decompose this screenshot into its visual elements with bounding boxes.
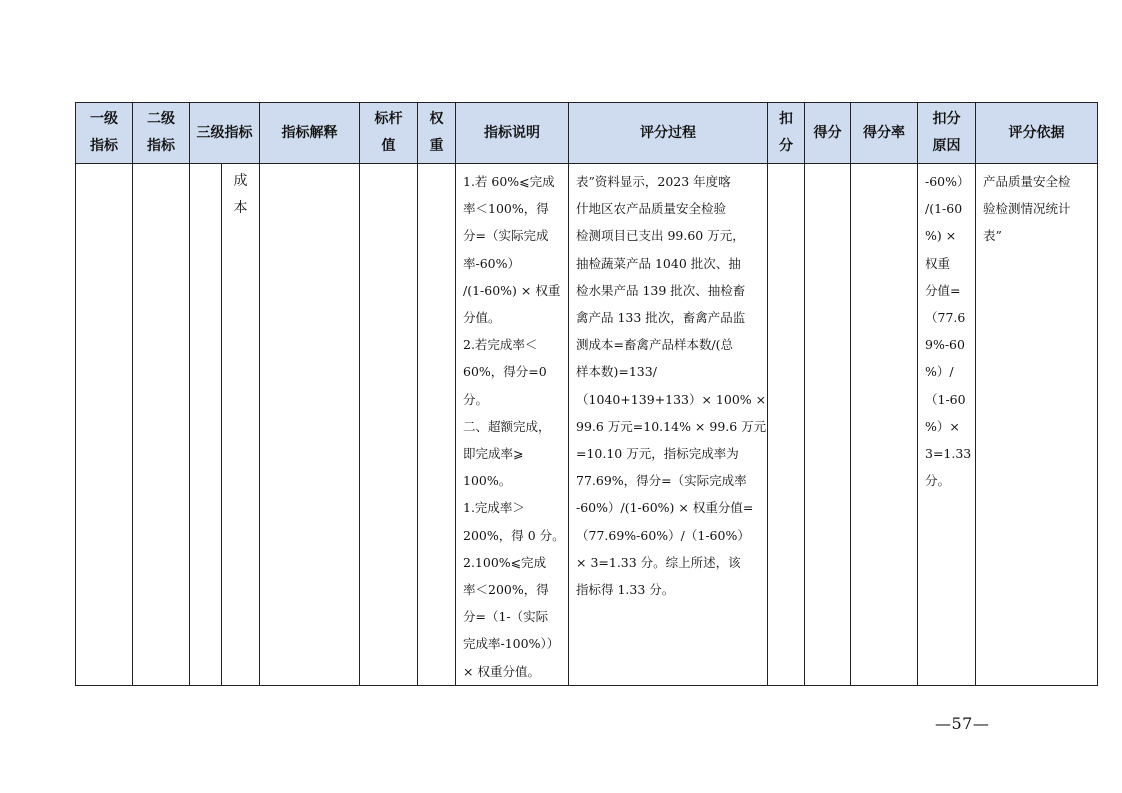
text-line: 禽产品 133 批次，畜禽产品监 <box>576 310 746 326</box>
text-line: 样本数)=133/ <box>576 364 657 380</box>
header-level2: 二级 指标 <box>133 103 190 164</box>
text-line: 指标得 1.33 分。 <box>576 582 675 598</box>
text-line: 9%-60 <box>925 337 965 353</box>
cell-explanation <box>260 164 360 686</box>
text-line: 什地区农产品质量安全检验 <box>576 201 727 217</box>
text-line: %）/ <box>925 364 954 380</box>
cell-score <box>805 164 851 686</box>
cell-level1 <box>76 164 133 686</box>
text-line: 分值= <box>925 282 961 298</box>
header-deduct: 扣 分 <box>768 103 805 164</box>
page-number: —57— <box>935 714 990 733</box>
text-line: 二、超额完成， <box>463 418 551 434</box>
header-score: 得分 <box>805 103 851 164</box>
header-indicator-desc: 指标说明 <box>456 103 569 164</box>
text-line: 表”资料显示，2023 年度喀 <box>576 174 731 189</box>
header-weight: 权 重 <box>418 103 456 164</box>
cell-scoring-process <box>569 164 768 686</box>
text-line: =10.10 万元，指标完成率为 <box>576 446 739 462</box>
text-line: 分。 <box>463 391 489 407</box>
evaluation-table <box>75 102 1098 686</box>
cell-deduct <box>768 164 805 686</box>
cell-deduct-reason <box>918 164 976 686</box>
cell-level3-name: 成 本 <box>222 164 260 686</box>
text-line: 检水果产品 139 批次、抽检畜 <box>576 282 746 298</box>
text-line: 率＜100%，得 <box>463 201 549 217</box>
text-line: 2.若完成率＜ <box>463 337 538 353</box>
header-deduct-reason: 扣分 原因 <box>918 103 976 164</box>
text-line: 分值。 <box>463 310 501 326</box>
text-line: 200%，得 0 分。 <box>463 527 565 543</box>
cell-basis <box>976 164 1098 686</box>
text-line: 表” <box>983 228 1002 244</box>
text-line: 100%。 <box>463 473 512 489</box>
text-line: 权重 <box>925 255 951 271</box>
text-line: 分。 <box>925 473 951 489</box>
text-line: 1.完成率＞ <box>463 500 525 516</box>
table-header <box>76 103 1098 164</box>
text-line: 验检测情况统计 <box>983 201 1071 217</box>
text-line: （1040+139+133）× 100% × <box>576 391 767 407</box>
text-line: -60%） <box>925 174 970 189</box>
text-line: （1-60 <box>925 391 966 407</box>
cell-benchmark <box>360 164 418 686</box>
cell-level2 <box>133 164 190 686</box>
cell-score-rate <box>851 164 918 686</box>
text-line: /(1-60%) × 权重 <box>463 282 561 298</box>
header-benchmark: 标杆 值 <box>360 103 418 164</box>
text-line: 3=1.33 <box>925 446 972 462</box>
text-line: /(1-60 <box>925 201 963 217</box>
text-line: 率-60%） <box>463 255 521 271</box>
text-line: 产品质量安全检 <box>983 174 1071 189</box>
text-line: （77.69%-60%）/（1-60%） <box>576 527 750 543</box>
table-row <box>76 164 1098 686</box>
header-basis: 评分依据 <box>976 103 1098 164</box>
text-line: 分=（1-（实际 <box>463 609 549 625</box>
text-line: 测成本=畜禽产品样本数/(总 <box>576 337 734 353</box>
text-line: × 权重分值。 <box>463 663 540 679</box>
text-line: %）× <box>925 418 960 434</box>
text-line: 抽检蔬菜产品 1040 批次、抽 <box>576 255 741 271</box>
text-line: 率＜200%，得 <box>463 582 549 598</box>
text-line: 分=（实际完成 <box>463 228 549 244</box>
text-line: 77.69%，得分=（实际完成率 <box>576 473 747 489</box>
header-level3: 三级指标 <box>190 103 260 164</box>
text-line: × 3=1.33 分。综上所述，该 <box>576 554 741 570</box>
text-line: 检测项目已支出 99.60 万元， <box>576 228 745 244</box>
header-explanation: 指标解释 <box>260 103 360 164</box>
header-level1: 一级 指标 <box>76 103 133 164</box>
text-line: 1.若 60%⩽完成 <box>463 174 555 189</box>
header-scoring-process: 评分过程 <box>569 103 768 164</box>
text-line: 完成率-100%）） <box>463 636 560 652</box>
text-line: -60%）/(1-60%) × 权重分值= <box>576 500 754 516</box>
cell-weight <box>418 164 456 686</box>
header-score-rate: 得分率 <box>851 103 918 164</box>
text-line: 即完成率⩾ <box>463 446 524 462</box>
cell-indicator-desc <box>456 164 569 686</box>
text-line: （77.6 <box>925 310 966 326</box>
text-line: 60%，得分=0 <box>463 364 547 380</box>
text-line: 2.100%⩽完成 <box>463 554 547 570</box>
text-line: %) × <box>925 228 957 244</box>
text-line: 99.6 万元=10.14% × 99.6 万元 <box>576 418 767 434</box>
cell-level3-blank <box>190 164 222 686</box>
